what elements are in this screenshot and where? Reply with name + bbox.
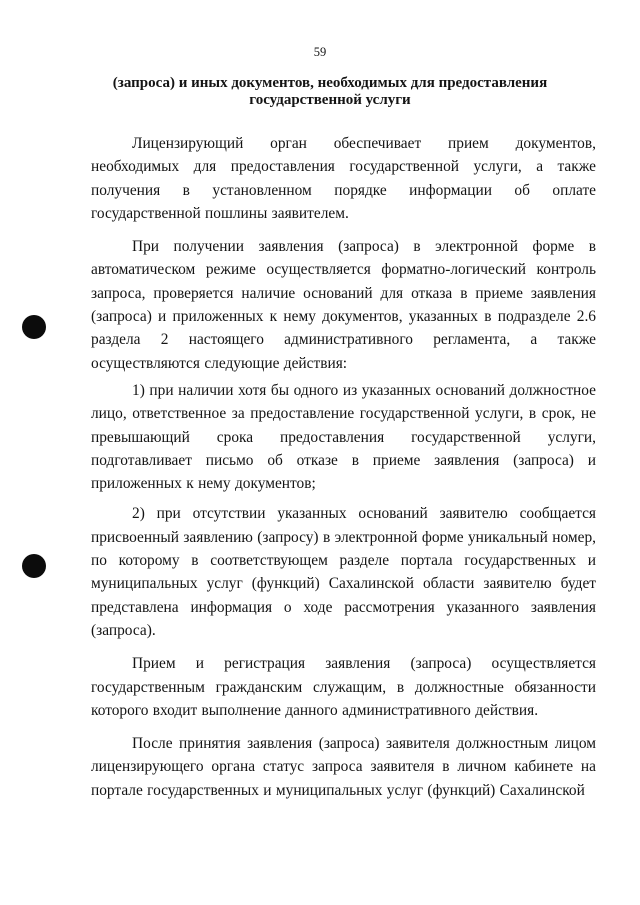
punch-hole-bottom — [22, 554, 46, 578]
document-body — [91, 132, 596, 802]
section-heading: (запроса) и иных документов, необходимых для предоставления государственной услуги — [112, 75, 548, 108]
paragraph-reception-registration: Прием и регистрация заявления (запроса) осуществляется государственным гражданским служащим, в должностные обязанности которого входит выполнение данного административного действия. — [91, 655, 596, 719]
paragraph-electronic-control: При получении заявления (запроса) в электронной форме в автоматическом режиме осуществляется форматно-логический контроль запроса, проверяется наличие оснований для отказа в приеме заявления (запроса) и приложенных к нему документов, указанных в подразделе 2.6 раздела 2 настоящего административного регламента, а также осуществляются следующие действия: — [91, 238, 596, 372]
page-number: 59 — [313, 45, 327, 59]
punch-hole-top — [22, 315, 46, 339]
paragraph-item-registration-number: 2) при отсутствии указанных оснований заявителю сообщается присвоенный заявлению (запросу) в электронной форме уникальный номер, по которому в соответствующем разделе портала государственных и муниципальных услуг (функций) Сахалинской области заявителю будет представлена информация о ходе рассмотрения указанного заявления (запроса). — [91, 505, 596, 639]
paragraph-status-update: После принятия заявления (запроса) заявителя должностным лицом лицензирующего органа статус запроса заявителя в личном кабинете на портале государственных и муниципальных услуг (функций) Сахалинской — [91, 735, 596, 799]
paragraph-document-reception: Лицензирующий орган обеспечивает прием документов, необходимых для предоставления государственной услуги, а также получения в установленном порядке информации об оплате государственной пошлины заявителем. — [91, 135, 596, 222]
paragraph-item-refusal: 1) при наличии хотя бы одного из указанных оснований должностное лицо, ответственное за предоставление государственной услуги, в срок, не превышающий срока предоставления государственной услуги, подготавливает письмо об отказе в приеме заявления (запроса) и приложенных к нему документов; — [91, 381, 596, 493]
